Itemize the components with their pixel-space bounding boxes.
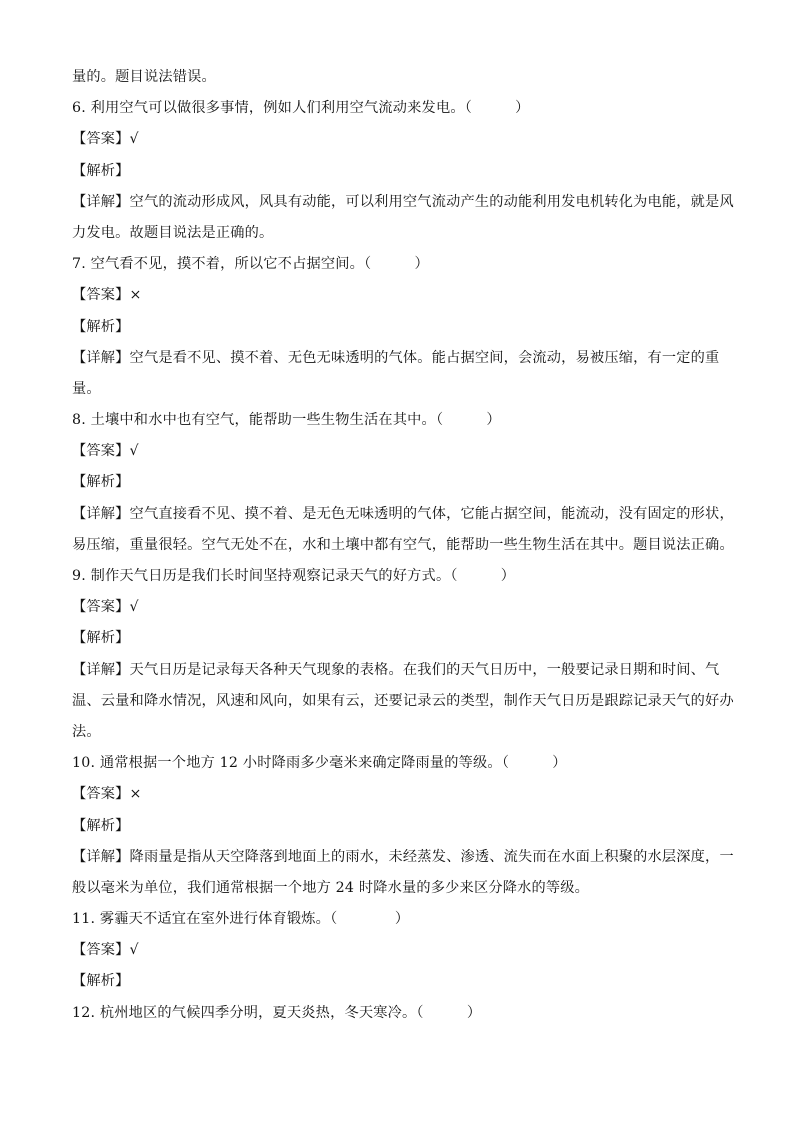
answer-label: 【答案】× <box>72 287 142 304</box>
analysis-label: 【解析】 <box>72 162 130 179</box>
answer-label: 【答案】√ <box>72 443 139 460</box>
analysis-label: 【解析】 <box>72 474 130 491</box>
question-7: 7. 空气看不见，摸不着，所以它不占据空间。（ ） <box>72 256 429 273</box>
detail-text: 温、云量和降水情况，风速和风向，如果有云，还要记录云的类型，制作天气日历是跟踪记录天气的好办 <box>72 692 734 709</box>
detail-text: 【详解】空气的流动形成风，风具有动能，可以利用空气流动产生的动能利用发电机转化为电能，就是风 <box>72 193 734 210</box>
answer-label: 【答案】√ <box>72 599 139 616</box>
detail-text: 般以毫米为单位，我们通常根据一个地方 24 时降水量的多少来区分降水的等级。 <box>72 879 590 896</box>
answer-label: 【答案】√ <box>72 942 139 959</box>
question-6: 6. 利用空气可以做很多事情，例如人们利用空气流动来发电。（ ） <box>72 100 530 117</box>
analysis-label: 【解析】 <box>72 817 130 834</box>
detail-text: 【详解】天气日历是记录每天各种天气现象的表格。在我们的天气日历中，一般要记录日期和时间、气 <box>72 661 720 678</box>
analysis-label: 【解析】 <box>72 973 130 990</box>
detail-text: 力发电。故题目说法是正确的。 <box>72 224 274 241</box>
detail-text: 易压缩，重量很轻。空气无处不在，水和土壤中都有空气，能帮助一些生物生活在其中。题目说法正确。 <box>72 536 734 553</box>
detail-text: 法。 <box>72 723 101 740</box>
detail-text: 量。 <box>72 380 101 397</box>
analysis-label: 【解析】 <box>72 630 130 647</box>
question-11: 11. 雾霾天不适宜在室外进行体育锻炼。（ ） <box>72 911 410 928</box>
detail-text: 【详解】空气是看不见、摸不着、无色无味透明的气体。能占据空间，会流动，易被压缩，有一定的重 <box>72 349 720 366</box>
detail-text: 【详解】降雨量是指从天空降落到地面上的雨水，未经蒸发、渗透、流失而在水面上积聚的水层深度，一 <box>72 848 734 865</box>
text-line: 量的。题目说法错误。 <box>72 69 216 85</box>
answer-label: 【答案】√ <box>72 131 139 148</box>
question-10: 10. 通常根据一个地方 12 小时降雨多少毫米来确定降雨量的等级。（ ） <box>72 755 567 772</box>
question-9: 9. 制作天气日历是我们长时间坚持观察记录天气的好方式。（ ） <box>72 568 516 584</box>
detail-text: 【详解】空气直接看不见、摸不着、是无色无味透明的气体，它能占据空间，能流动，没有固定的形状， <box>72 505 734 522</box>
question-8: 8. 土壤中和水中也有空气，能帮助一些生物生活在其中。（ ） <box>72 412 501 429</box>
answer-label: 【答案】× <box>72 786 142 803</box>
question-12: 12. 杭州地区的气候四季分明，夏天炎热，冬天寒冷。（ ） <box>72 1004 482 1021</box>
analysis-label: 【解析】 <box>72 318 130 335</box>
